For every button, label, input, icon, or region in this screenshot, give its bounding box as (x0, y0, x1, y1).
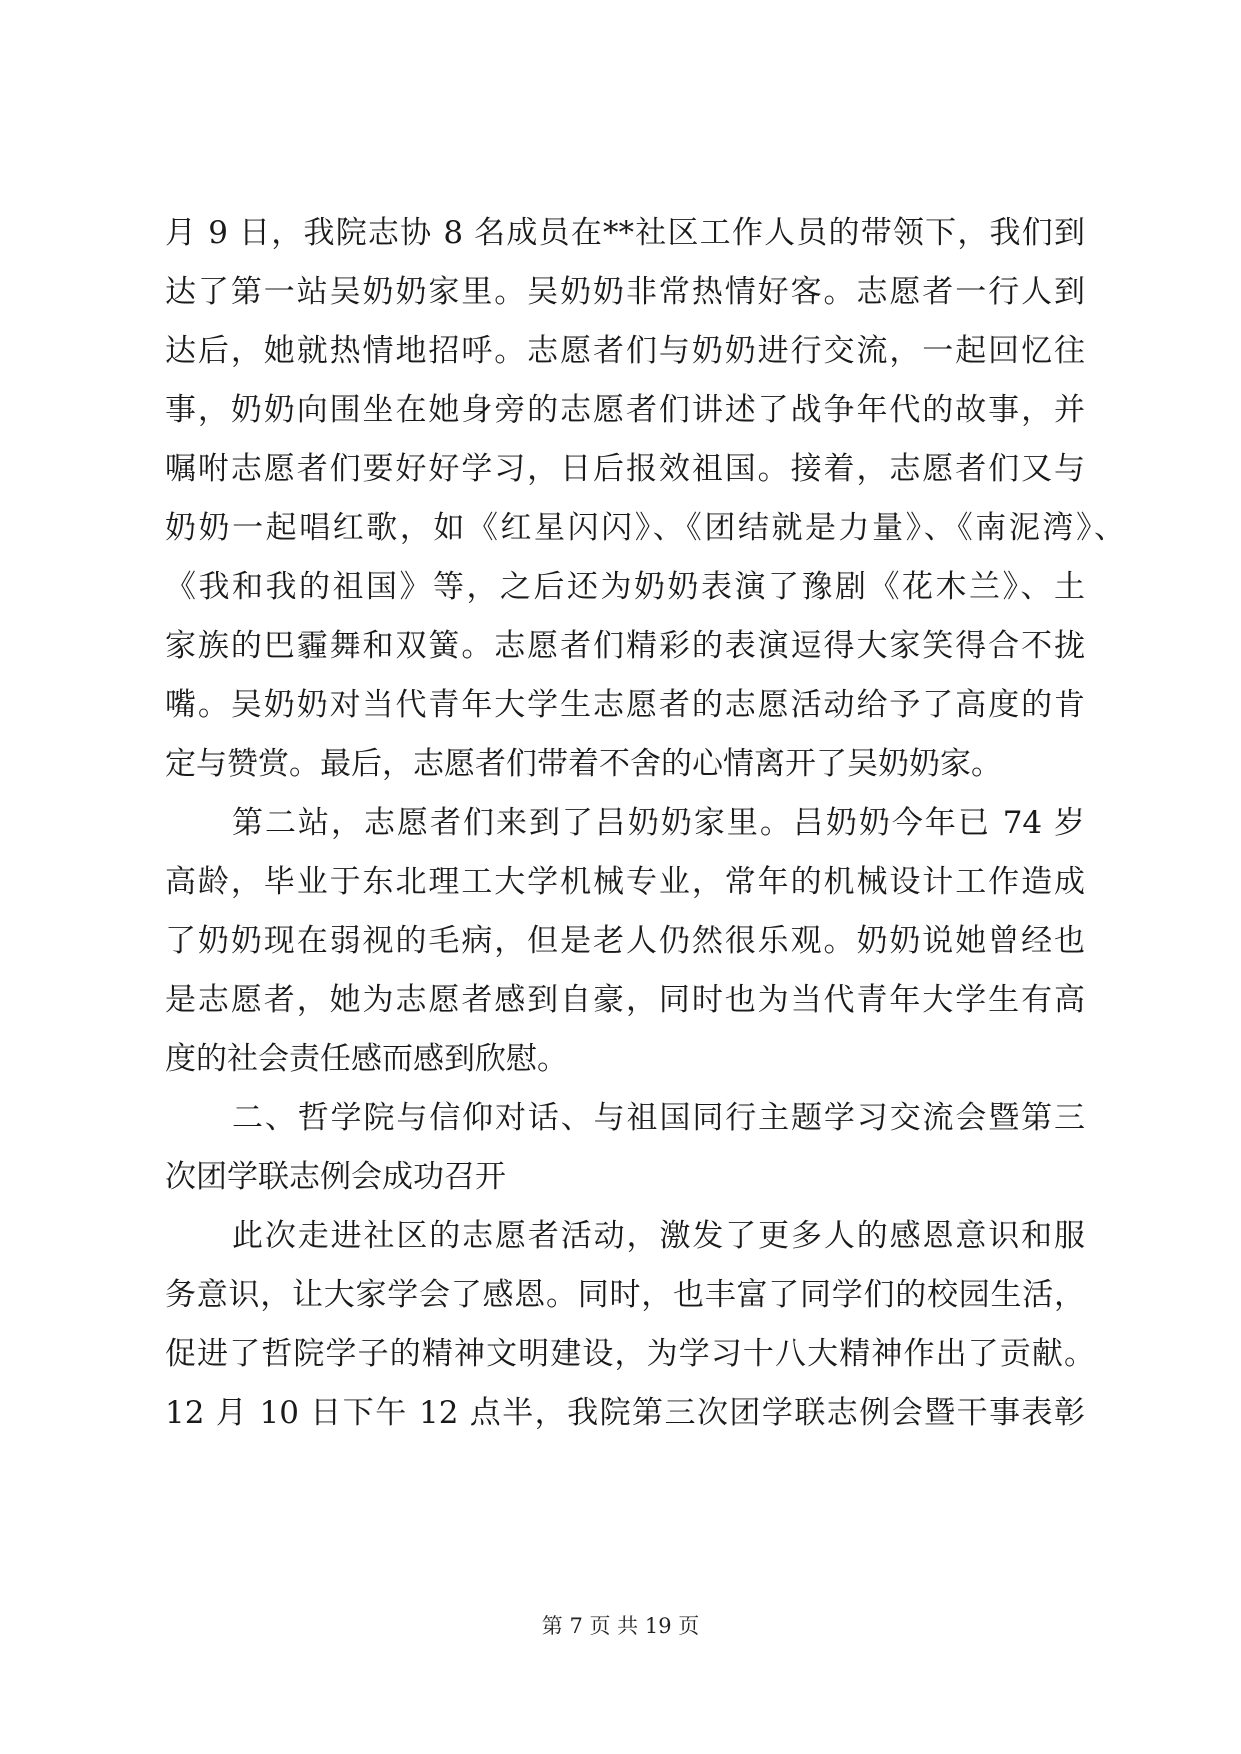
body-line: 事，奶奶向围坐在她身旁的志愿者们讲述了战争年代的故事，并 (165, 392, 1085, 428)
body-line: 高龄，毕业于东北理工大学机械专业，常年的机械设计工作造成 (165, 864, 1085, 900)
body-line: 定与赞赏。最后，志愿者们带着不舍的心情离开了吴奶奶家。 (165, 746, 1002, 782)
paragraph-first-line: 第二站，志愿者们来到了吕奶奶家里。吕奶奶今年已 74 岁 (232, 805, 1085, 841)
body-line: 家族的巴霾舞和双簧。志愿者们精彩的表演逗得大家笑得合不拢 (165, 628, 1085, 664)
body-line: 达了第一站吴奶奶家里。吴奶奶非常热情好客。志愿者一行人到 (165, 274, 1085, 310)
body-line: 是志愿者，她为志愿者感到自豪，同时也为当代青年大学生有高 (165, 982, 1085, 1018)
section-heading: 二、哲学院与信仰对话、与祖国同行主题学习交流会暨第三 (232, 1100, 1085, 1136)
body-line: 达后，她就热情地招呼。志愿者们与奶奶进行交流，一起回忆往 (165, 333, 1085, 369)
page-number: 第 7 页 共 19 页 (541, 1614, 700, 1638)
body-line: 嘴。吴奶奶对当代青年大学生志愿者的志愿活动给予了高度的肯 (165, 687, 1085, 723)
body-line: 促进了哲院学子的精神文明建设，为学习十八大精神作出了贡献。 (165, 1336, 1095, 1372)
body-line: 务意识，让大家学会了感恩。同时，也丰富了同学们的校园生活， (165, 1277, 1085, 1313)
body-line: 嘱咐志愿者们要好好学习，日后报效祖国。接着，志愿者们又与 (165, 451, 1085, 487)
body-line: 了奶奶现在弱视的毛病，但是老人仍然很乐观。奶奶说她曾经也 (165, 923, 1085, 959)
paragraph-first-line: 此次走进社区的志愿者活动，激发了更多人的感恩意识和服 (232, 1218, 1085, 1254)
body-line: 奶奶一起唱红歌，如《红星闪闪》、《团结就是力量》、《南泥湾》、 (165, 510, 1125, 546)
section-heading-continued: 次团学联志例会成功召开 (165, 1159, 506, 1195)
body-line: 《我和我的祖国》等，之后还为奶奶表演了豫剧《花木兰》、土 (165, 569, 1085, 605)
body-line: 度的社会责任感而感到欣慰。 (165, 1041, 568, 1077)
body-line: 12 月 10 日下午 12 点半，我院第三次团学联志例会暨干事表彰 (165, 1395, 1085, 1431)
body-line: 月 9 日，我院志协 8 名成员在**社区工作人员的带领下，我们到 (165, 215, 1085, 251)
